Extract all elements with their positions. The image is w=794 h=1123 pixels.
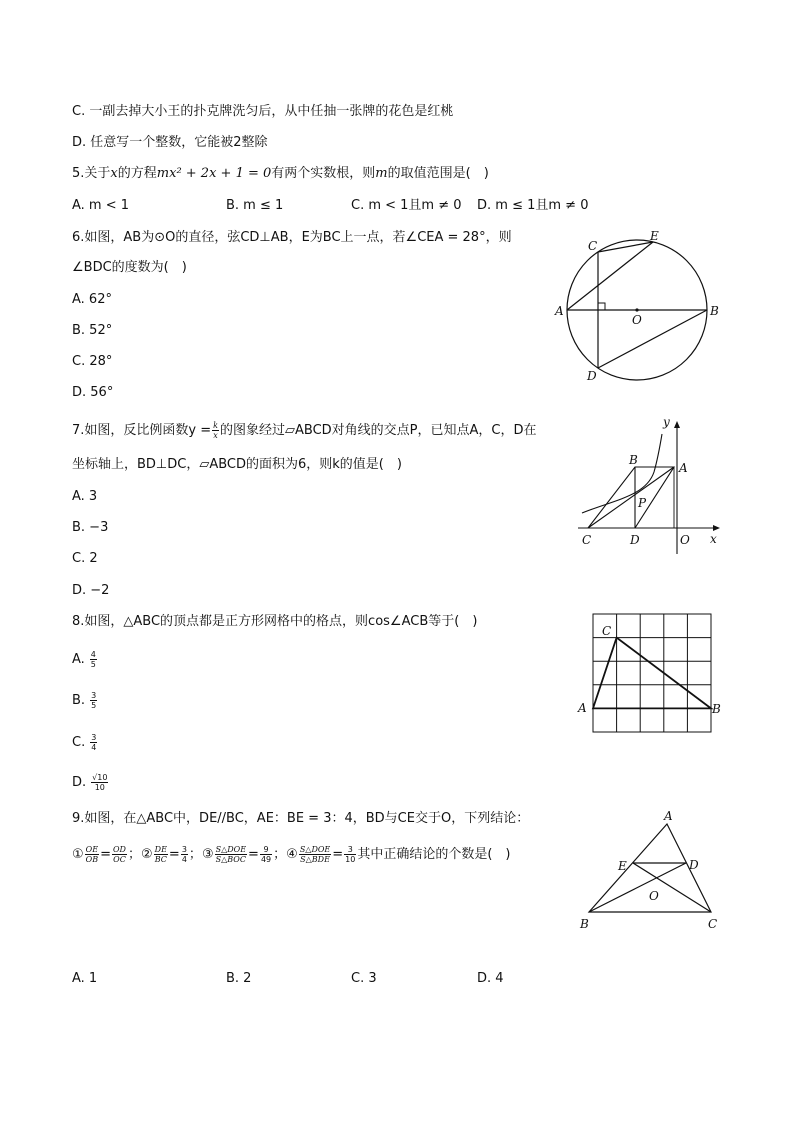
q6-right-angle-mark [598,303,605,310]
q6-option-a: A. 62° [72,292,112,307]
q7-label-p: P [638,496,647,510]
q6-center-dot [635,308,638,311]
q9-option-a: A. 1 [72,971,98,986]
q8-option-d-label: D. [72,775,87,790]
q8-option-c [72,733,98,752]
q7-hyperbola-branch [582,434,662,513]
q9-tail: 其中正确结论的个数是( ) [357,847,511,862]
q7-x-arrow [713,525,720,531]
q9-c1-frac-a [85,845,99,864]
q6-option-c: C. 28° [72,354,113,369]
q5-text-3: 有两个实数根，则 [271,166,376,181]
q9-c2-num: DE [154,845,167,854]
q6-option-d: D. 56° [72,385,114,400]
q9-c4-frac [299,845,331,864]
q9-c1-a-den: OB [85,855,99,864]
q7-label-c: C [582,533,592,547]
q4-option-c: C. 一副去掉大小王的扑克牌洗匀后，从中任抽一张牌的花色是红桃 [72,104,454,119]
q8-a-den: 5 [90,660,96,669]
q9-label-e: E [618,859,627,873]
q5-option-b: B. m ≤ 1 [226,198,284,213]
q7-label-y: y [663,415,670,429]
q6-label-o: O [632,313,642,327]
q9-c4-num: S△DOE [299,845,331,854]
q8-b-num: 3 [91,691,97,700]
q7-label-d: D [630,533,640,547]
q8-d-den: 10 [94,783,105,792]
q9-triangle-figure [575,808,725,936]
q9-c3-frac [215,845,247,864]
q6-label-a: A [555,304,564,318]
q9-options [72,970,612,988]
q7-frac-numerator: k [213,421,218,430]
q7-y-arrow [674,421,680,428]
q9-label-b: B [580,917,589,931]
q9-stem-line-1: 9.如图，在△ABC中，DE//BC，AE：BE = 3：4，BD与CE交于O，下列结论： [72,811,530,826]
q9-c1-mark: ① [72,847,84,862]
q5-var-m: m [375,166,388,181]
q5-option-c: C. m < 1且m ≠ 0 [351,198,462,213]
q6-circle-figure [550,222,730,387]
q9-c4-v-num: 3 [344,845,356,855]
q5-options [72,197,612,215]
q7-frac-denominator: x [213,431,218,440]
q8-option-c-fraction [90,733,97,752]
q8-a-num: 4 [90,650,96,659]
q7-option-d: D. −2 [72,583,110,598]
q8-label-b: B [712,702,721,716]
q6-label-d: D [587,369,597,383]
q9-c4-value [344,845,356,864]
q8-option-b-fraction [90,691,97,710]
q5-equation: mx² + 2x + 1 = 0 [156,166,272,181]
q9-c2-v-den: 4 [181,855,187,864]
q6-option-b: B. 52° [72,323,113,338]
q8-stem: 8.如图，△ABC的顶点都是正方形网格中的格点，则cos∠ACB等于( ) [72,614,478,629]
q9-c1-b-num: OD [113,845,126,854]
q5-option-d: D. m ≤ 1且m ≠ 0 [477,198,589,213]
q9-c3-num: S△DOE [215,845,247,854]
q7-text-2: 的图象经过▱ABCD对角线的交点P，已知点A，C，D在 [219,423,537,438]
q7-text-1: 7.如图，反比例函数y = [72,423,212,438]
q9-c3-mark: ③ [201,847,214,862]
q8-c-den: 4 [91,743,97,752]
q8-label-c: C [602,624,612,638]
q9-c2-frac [154,845,168,864]
q9-c2-value [181,845,188,864]
q8-option-a-fraction [90,650,97,669]
q7-label-b: B [629,453,638,467]
q7-stem-line-1 [72,421,536,440]
q9-c1-b-den: OC [113,855,126,864]
q9-label-o: O [649,889,659,903]
q6-segment-db [598,310,707,368]
q7-label-x: x [710,532,717,546]
q6-label-b: B [710,304,719,318]
q9-c2-den: BC [154,855,167,864]
q5-var-x: x [110,166,118,181]
q9-conclusions: ① $\frac{OE}{OB}$ = $\frac{OD}{OC}$ ；② $\frac{DE}{BC}$ = $\frac{3}{4}$ ；③ $\frac{\text{S△DOE}}{\text{S△BOC}}$ = $\frac{9}{49}$ ；④ $\frac{\text{S△DOE}}{\text{S△BDE}}$ = $\frac{3}{10}$ 其中正确结论的个数是( ) [72,845,511,864]
q6-stem-line-2: ∠BDC的度数为( ) [72,260,187,275]
q8-label-a: A [578,701,587,715]
q5-option-a: A. m < 1 [72,198,130,213]
q7-label-a: A [679,461,688,475]
q7-coordinate-figure [574,412,730,557]
q6-label-e: E [650,229,659,243]
q8-option-b-label: B. [72,693,86,708]
q9-option-c: C. 3 [351,971,377,986]
q8-grid-figure [575,608,730,738]
q9-c2-mark: ② [141,847,153,862]
q9-c1-a-num: OE [85,845,99,854]
q9-c2-v-num: 3 [181,845,187,854]
q6-label-c: C [588,239,598,253]
q5-text-4: 的取值范围是( ) [387,166,489,181]
q8-option-d-fraction [91,773,108,792]
q9-c3-v-num: 9 [260,845,272,855]
q9-c4-mark: ④ [286,847,298,862]
q9-c3-v-den: 49 [260,855,272,864]
q9-option-d: D. 4 [477,971,504,986]
q7-diagonal-ca [588,467,674,528]
q8-option-b [72,691,98,710]
q9-option-b: B. 2 [226,971,252,986]
q9-c4-den: S△BDE [300,855,330,864]
q6-segment-ae [567,242,653,310]
q7-stem-line-2: 坐标轴上，BD⊥DC，▱ABCD的面积为6，则k的值是( ) [72,457,402,472]
q8-option-a-label: A. [72,652,85,667]
q5-number: 5. [72,166,85,181]
q7-option-a: A. 3 [72,489,98,504]
q8-option-a [72,650,98,669]
q4-option-d: D. 任意写一个整数，它能被2整除 [72,135,268,150]
q9-label-d: D [689,858,699,872]
q5-stem [72,165,489,183]
q8-b-den: 5 [91,701,97,710]
q7-fraction-k-x [212,421,219,440]
q8-option-c-label: C. [72,735,86,750]
q8-option-d [72,773,109,792]
q9-c3-value [260,845,272,864]
q8-c-num: 3 [91,733,97,742]
q9-label-c: C [708,917,718,931]
q8-triangle-abc [593,638,711,709]
q7-option-c: C. 2 [72,551,98,566]
q6-stem-line-1: 6.如图，AB为⊙O的直径，弦CD⊥AB，E为BC上一点，若∠CEA = 28°，则 [72,230,512,245]
q7-label-o: O [680,533,690,547]
q9-c1-frac-b [112,845,127,864]
q7-option-b: B. −3 [72,520,109,535]
q9-label-a: A [664,809,673,823]
q5-text-1: 关于 [84,166,111,181]
q9-c4-v-den: 10 [345,855,356,864]
q9-c3-den: S△BOC [215,855,246,864]
q8-d-num: √10 [92,773,108,782]
q5-text-2: 的方程 [117,166,157,181]
